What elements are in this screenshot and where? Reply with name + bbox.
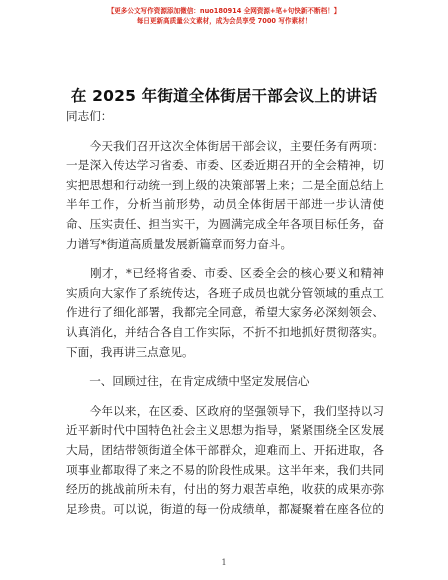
text-line: 半年工作，分析当前形势，动员全体街居干部进一步认清使 (66, 197, 384, 212)
promo-banner-line-2: 每日更新高质量公文素材，成为会员享受 7000 写作素材！ (136, 17, 312, 25)
paragraph-3 (66, 402, 384, 520)
text-line: 刚才，*已经将省委、市委、区委全会的核心要义和精神 (66, 266, 384, 281)
text-line: 下面，我再讲三点意见。 (66, 344, 194, 359)
text-line: 作进行了细化部署，我都完全同意，希望大家务必深刻领会、 (66, 305, 384, 320)
document-body (66, 107, 384, 519)
text-line: 力谱写*街道高质量发展新篇章而努力奋斗。 (66, 236, 293, 251)
text-line: 命、压实责任、担当实干，为圆满完成全年各项目标任务，奋 (66, 216, 384, 231)
page-number: 1 (221, 558, 227, 567)
text-line: 近平新时代中国特色社会主义思想为指导，紧紧围绕全区发展 (66, 423, 384, 438)
paragraph-2 (66, 264, 384, 362)
text-line: 实把思想和行动统一到上级的决策部署上来；二是全面总结上 (66, 177, 384, 192)
salutation: 同志们： (66, 109, 113, 123)
promo-banner-line-1: 【更多公文写作资源添加微信：nuo180914 全网资源+笔+句快新不断档！】 (107, 7, 341, 15)
text-line: 足珍贵。可以说，街道的每一份成绩单，都凝聚着在座各位的 (66, 501, 384, 516)
text-line: 大局，团结带领街道全体干部群众，迎难而上、开拓进取，各 (66, 442, 384, 457)
paragraph-1 (66, 137, 384, 255)
promo-banner (0, 6, 448, 26)
section-heading-text: 一、回顾过往，在肯定成绩中坚定发展信心 (66, 374, 310, 389)
text-line: 一是深入传达学习省委、市委、区委近期召开的全会精神，切 (66, 158, 384, 173)
text-line: 今天我们召开这次全体街居干部会议，主要任务有两项： (66, 138, 384, 153)
text-line: 经历的挑战前所未有，付出的努力艰苦卓绝，收获的成果亦弥 (66, 482, 384, 497)
document-title: 在 2025 年街道全体街居干部会议上的讲话 (70, 87, 378, 105)
text-line: 实质向大家作了系统传达，各班子成员也就分管领域的重点工 (66, 285, 384, 300)
text-line: 认真消化，并结合各自工作实际，不折不扣地抓好贯彻落实。 (66, 324, 384, 339)
section-heading-1 (66, 372, 384, 392)
text-line: 今年以来，在区委、区政府的坚强领导下，我们坚持以习 (66, 403, 384, 418)
text-line: 项事业都取得了来之不易的阶段性成果。这半年来，我们共同 (66, 462, 384, 477)
